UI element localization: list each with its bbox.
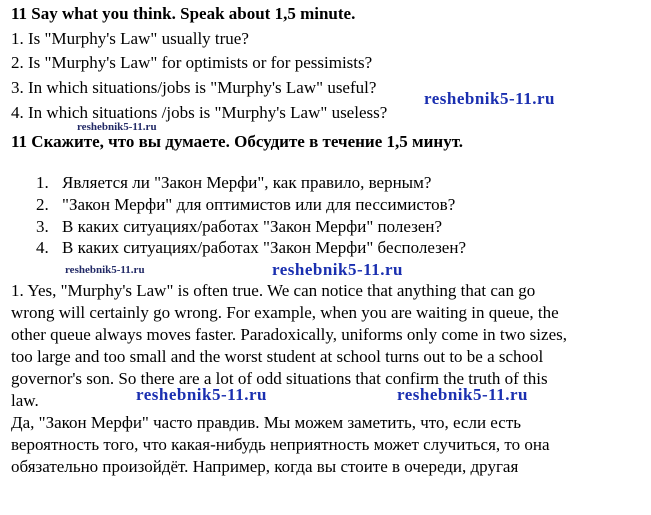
watermark-small: reshebnik5-11.ru: [65, 264, 145, 276]
answer-en-line-4: too large and too small and the worst student at school turns out to be a school: [11, 347, 544, 366]
watermark: reshebnik5-11.ru: [136, 385, 267, 404]
answer-en-line-1: 1. Yes, "Murphy's Law" is often true. We can notice that anything that can go: [11, 281, 536, 300]
watermark-small: reshebnik5-11.ru: [77, 121, 157, 133]
question-ru-1-text: Является ли "Закон Мерфи", как правило, верным?: [62, 173, 432, 192]
watermark: reshebnik5-11.ru: [272, 260, 403, 279]
question-ru-3: [0, 216, 651, 238]
answer-en-line-2: wrong will certainly go wrong. For example, when you are waiting in queue, the: [11, 303, 559, 322]
question-ru-2-text: "Закон Мерфи" для оптимистов или для пессимистов?: [62, 195, 456, 214]
watermark: reshebnik5-11.ru: [397, 385, 528, 404]
question-ru-4: [0, 237, 651, 259]
question-ru-1-number: 1.: [36, 173, 49, 192]
question-ru-2-number: 2.: [36, 195, 49, 214]
task-heading-en: 11 Say what you think. Speak about 1,5 minute.: [11, 4, 356, 23]
question-ru-3-number: 3.: [36, 217, 49, 236]
question-en-3: 3. In which situations/jobs is "Murphy's Law" useful?: [11, 78, 377, 97]
question-en-2: 2. Is "Murphy's Law" for optimists or for pessimists?: [11, 53, 373, 72]
task-heading-ru: 11 Скажите, что вы думаете. Обсудите в течение 1,5 минут.: [11, 132, 464, 151]
question-ru-3-text: В каких ситуациях/работах "Закон Мерфи" полезен?: [62, 217, 443, 236]
answer-en-line-3: other queue always moves faster. Paradoxically, uniforms only come in two sizes,: [11, 325, 567, 344]
answer-en-line-5: governor's son. So there are a lot of odd situations that confirm the truth of this: [11, 369, 548, 388]
question-ru-2: [0, 194, 651, 216]
question-ru-4-number: 4.: [36, 238, 49, 257]
answer-ru-line-3: обязательно произойдёт. Например, когда вы стоите в очереди, другая: [11, 457, 519, 476]
question-ru-4-text: В каких ситуациях/работах "Закон Мерфи" бесполезен?: [62, 238, 466, 257]
question-en-1: 1. Is "Murphy's Law" usually true?: [11, 29, 249, 48]
answer-ru-line-2: вероятность того, что какая-нибудь неприятность может случиться, то она: [11, 435, 550, 454]
answer-en-line-6: law.: [11, 391, 39, 410]
question-en-4: 4. In which situations /jobs is "Murphy's Law" useless?: [11, 103, 388, 122]
question-ru-1: [0, 172, 651, 194]
watermark: reshebnik5-11.ru: [424, 89, 555, 108]
answer-ru-line-1: Да, "Закон Мерфи" часто правдив. Мы можем заметить, что, если есть: [11, 413, 522, 432]
